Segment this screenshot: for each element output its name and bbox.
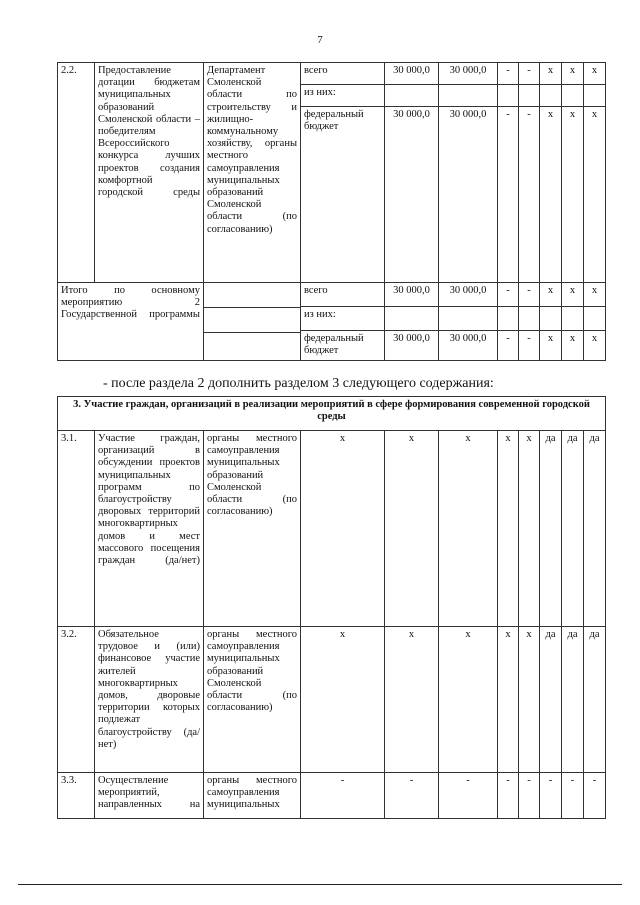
value-cell: - (519, 283, 540, 307)
value-cell: х (301, 431, 385, 627)
value-cell: да (562, 627, 584, 773)
value-cell: да (562, 431, 584, 627)
value-cell: 30 000,0 (439, 283, 498, 307)
value-cell: 30 000,0 (385, 63, 439, 85)
value-cell: - (385, 773, 439, 819)
value-cell: 30 000,0 (439, 107, 498, 283)
value-cell: х (540, 63, 562, 85)
value-cell: 30 000,0 (439, 63, 498, 85)
value-cell: х (519, 431, 540, 627)
value-cell: - (498, 773, 519, 819)
value-cell: х (498, 431, 519, 627)
value-cell: - (584, 773, 606, 819)
value-cell: х (439, 431, 498, 627)
amendment-note: - после раздела 2 дополнить разделом 3 следующего содержания: (103, 376, 494, 391)
value-cell: х (562, 283, 584, 307)
executor: органы местного самоуправления муниципальных образований Смоленской области (по согласованию) (204, 627, 301, 773)
funding-source: из них: (301, 307, 385, 331)
value-cell: - (519, 773, 540, 819)
funding-source: всего (301, 63, 385, 85)
funding-source: федеральный бюджет (301, 331, 385, 361)
value-cell: да (584, 431, 606, 627)
table-row (58, 283, 606, 307)
value-cell: 30 000,0 (439, 331, 498, 361)
value-cell: х (498, 627, 519, 773)
value-cell: х (439, 627, 498, 773)
funding-source: всего (301, 283, 385, 307)
measure-name: Осуществление мероприятий, направленных на (95, 773, 204, 819)
value-cell: х (540, 331, 562, 361)
measure-name: Обязательное трудовое и (или) финансовое участие жителей многоквартирных домов, дворовые территории которых подлежат благоустройству (да/нет) (95, 627, 204, 773)
value-cell: х (385, 627, 439, 773)
funding-source: федеральный бюджет (301, 107, 385, 283)
page-bottom-divider (18, 884, 622, 885)
value-cell: 30 000,0 (385, 107, 439, 283)
value-cell: - (519, 107, 540, 283)
value-cell: - (562, 773, 584, 819)
section-header: 3. Участие граждан, организаций в реализации мероприятий в сфере формирования современной городской среды (58, 397, 606, 431)
budget-table-section-2 (57, 62, 606, 361)
value-cell: х (540, 283, 562, 307)
executor: Департамент Смоленской области по строительству и жилищно-коммунальному хозяйству, органы местного самоуправления муниципальных образований Смоленской области (по согласованию) (204, 63, 301, 283)
value-cell: - (519, 63, 540, 85)
value-cell: - (498, 331, 519, 361)
section-3-table (57, 396, 606, 819)
table-row (58, 627, 606, 773)
value-cell: да (540, 431, 562, 627)
value-cell: - (498, 283, 519, 307)
row-number: 2.2. (58, 63, 95, 283)
value-cell: х (584, 107, 606, 283)
value-cell: 30 000,0 (385, 283, 439, 307)
value-cell: х (584, 63, 606, 85)
value-cell: - (540, 773, 562, 819)
funding-source: из них: (301, 85, 385, 107)
row-number: 3.1. (58, 431, 95, 627)
value-cell: - (439, 773, 498, 819)
value-cell: да (584, 627, 606, 773)
value-cell: х (301, 627, 385, 773)
value-cell: х (385, 431, 439, 627)
value-cell: - (498, 107, 519, 283)
value-cell: - (301, 773, 385, 819)
page-number: 7 (317, 34, 323, 46)
value-cell: х (540, 107, 562, 283)
table-row (58, 773, 606, 819)
value-cell: х (562, 63, 584, 85)
executor: органы местного самоуправления муниципальных образований Смоленской области (по согласованию) (204, 431, 301, 627)
executor: органы местного самоуправления муниципальных (204, 773, 301, 819)
total-label: Итого по основному мероприятию 2 Государственной программы (58, 283, 204, 361)
value-cell: х (584, 331, 606, 361)
value-cell: да (540, 627, 562, 773)
measure-name: Предоставление дотации бюджетам муниципальных образований Смоленской области – победителям Всероссийского конкурса лучших проектов создания комфортной городской среды (95, 63, 204, 283)
measure-name: Участие граждан, организаций в обсуждении проектов муниципальных программ по благоустройству дворовых территорий многоквартирных домов и мест массового посещения граждан (да/нет) (95, 431, 204, 627)
value-cell: х (519, 627, 540, 773)
value-cell: х (584, 283, 606, 307)
value-cell: 30 000,0 (385, 331, 439, 361)
row-number: 3.3. (58, 773, 95, 819)
row-number: 3.2. (58, 627, 95, 773)
table-row (58, 63, 606, 85)
value-cell: х (562, 331, 584, 361)
value-cell: - (498, 63, 519, 85)
table-row (58, 431, 606, 627)
value-cell: - (519, 331, 540, 361)
value-cell: х (562, 107, 584, 283)
